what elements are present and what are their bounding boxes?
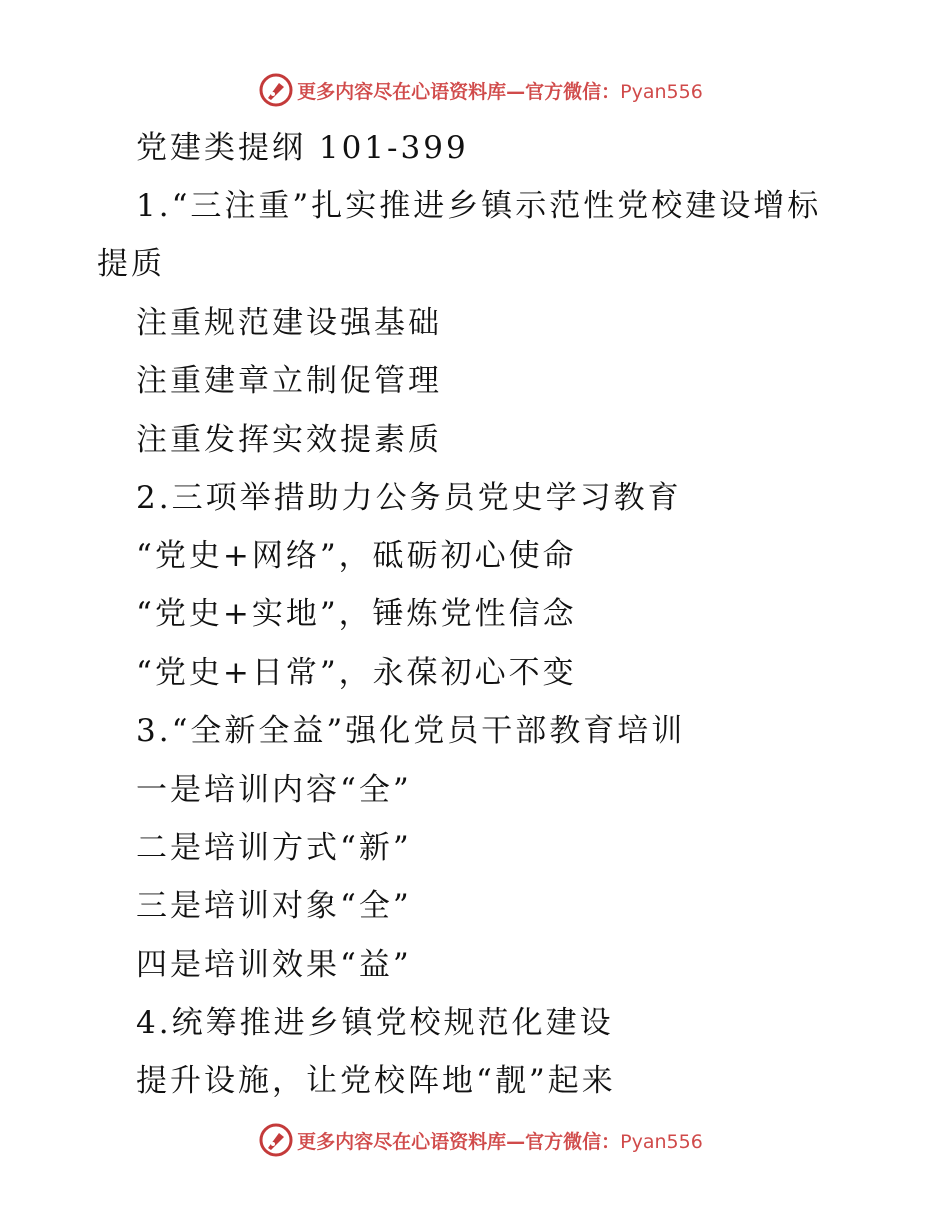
doc-line: 四是培训效果“益” (136, 947, 412, 983)
pen-nib-seal-icon (259, 1123, 293, 1157)
doc-line: 2.三项举措助力公务员党史学习教育 (136, 480, 682, 516)
watermark-id: Pyan556 (620, 1130, 703, 1153)
watermark-group (259, 1123, 703, 1157)
doc-line: 3.“全新全益”强化党员干部教育培训 (136, 713, 686, 749)
doc-line: 三是培训对象“全” (136, 888, 412, 924)
doc-line: 注重发挥实效提素质 (136, 422, 442, 458)
watermark-text (297, 77, 703, 104)
pen-nib-seal-icon (259, 73, 293, 107)
doc-line: 二是培训方式“新” (136, 830, 412, 866)
doc-line: 提升设施，让党校阵地“靓”起来 (136, 1063, 616, 1099)
watermark-text (297, 1127, 703, 1154)
footer-watermark (0, 1122, 950, 1158)
watermark-id: Pyan556 (620, 80, 703, 103)
doc-line: “党史+网络”，砥砺初心使命 (136, 538, 577, 574)
doc-line: 注重规范建设强基础 (136, 305, 442, 341)
doc-line: 4.统筹推进乡镇党校规范化建设 (136, 1005, 614, 1041)
doc-line: 一是培训内容“全” (136, 772, 412, 808)
doc-line: 1.“三注重”扎实推进乡镇示范性党校建设增标 (136, 188, 822, 224)
doc-line: 注重建章立制促管理 (136, 363, 442, 399)
watermark-label: 更多内容尽在心语资料库—官方微信： (297, 1130, 621, 1153)
watermark-group (259, 73, 703, 107)
doc-line: “党史+日常”，永葆初心不变 (136, 655, 577, 691)
doc-line: 提质 (97, 246, 165, 282)
watermark-label: 更多内容尽在心语资料库—官方微信： (297, 80, 621, 103)
doc-title: 党建类提纲 101-399 (136, 130, 469, 166)
doc-line: “党史+实地”，锤炼党性信念 (136, 596, 577, 632)
header-watermark (0, 72, 950, 108)
